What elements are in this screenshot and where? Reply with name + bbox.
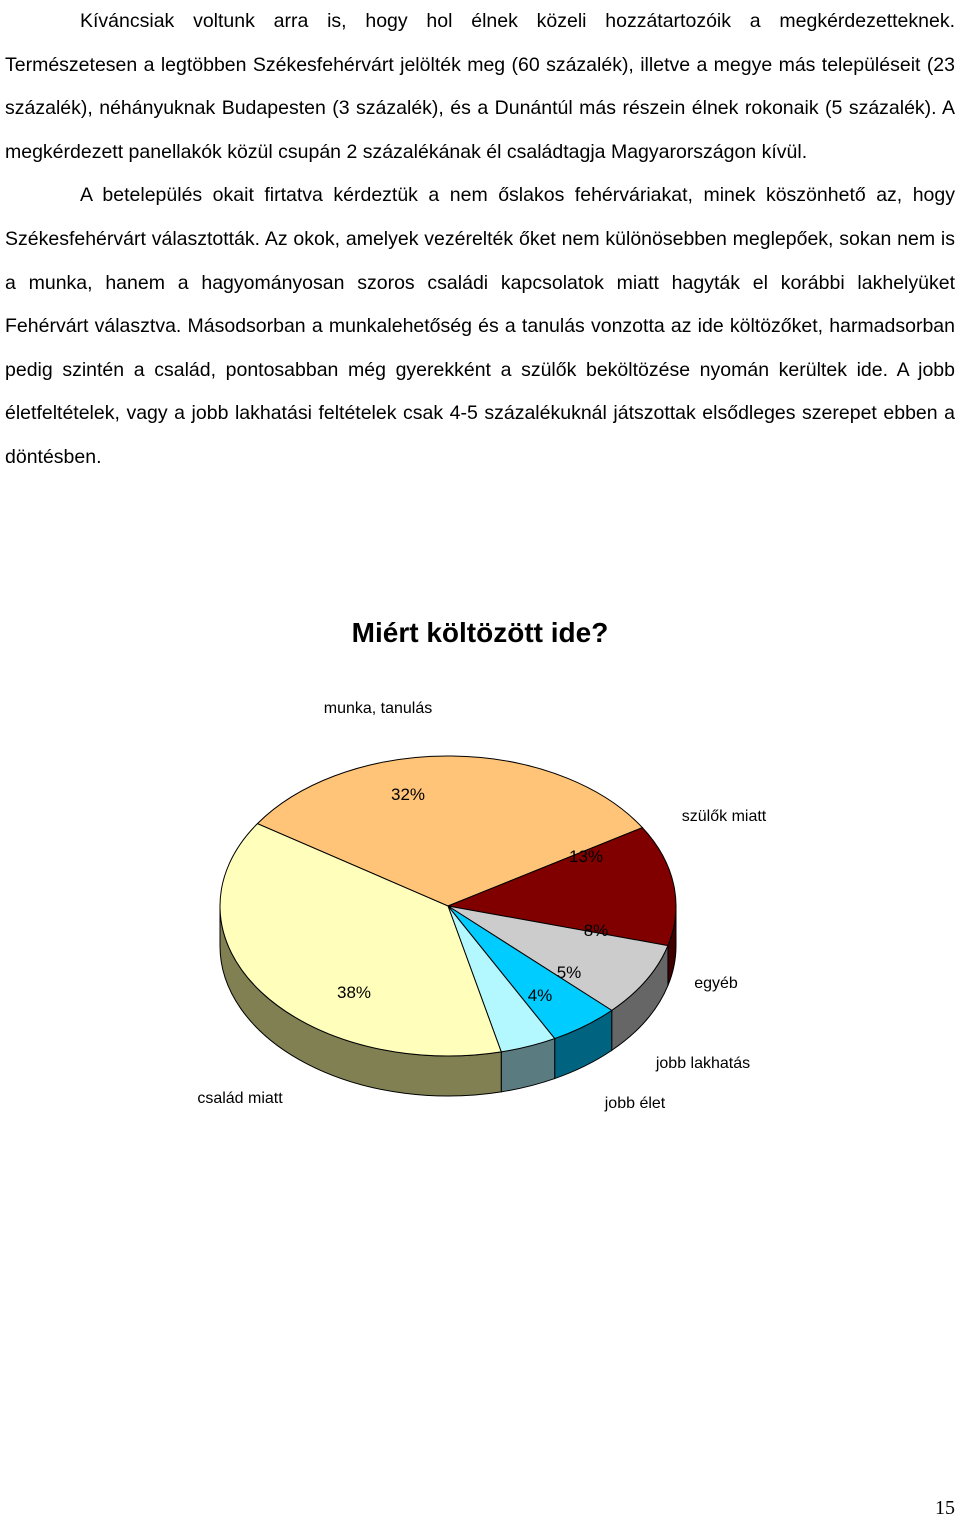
- value-label-munka-tanulas: 32%: [390, 785, 426, 804]
- page-number: 15: [935, 1497, 955, 1519]
- category-label-egyeb: egyéb: [694, 975, 738, 992]
- pie-slices: [220, 756, 676, 1056]
- value-label-szulok-miatt: 13%: [568, 847, 604, 866]
- chart-title: Miért költözött ide?: [351, 617, 609, 648]
- paragraph-1: Kíváncsiak voltunk arra is, hogy hol élnek közeli hozzátartozóik a megkérdezetteknek. Természetesen a legtöbben Székesfehérvárt jelölték meg (60 százalék), illetve a megye más településeit (23 százalék), néhányuknak Budapesten (3 százalék), és a Dunántúl más részein élnek rokonaik (5 százalék). A megkérdezett panellakók közül csupán 2 százalékának él családtagja Magyarországon kívül.: [5, 10, 955, 163]
- category-label-jobb-lakhatas: jobb lakhatás: [655, 1055, 751, 1072]
- category-label-szulok-miatt: szülők miatt: [681, 808, 767, 825]
- value-label-csalad-miatt: 38%: [336, 983, 372, 1002]
- paragraph-2: A betelepülés okait firtatva kérdeztük a nem őslakos fehérváriakat, minek köszönhető az, hogy Székesfehérvárt választották. Az okok, amelyek vezérelték őket nem különösebben meglepőek, sokan nem is a munka, hanem a hagyományosan szoros családi kapcsolatok miatt hagyták el korábbi lakhelyüket Fehérvárt választva. Másodsorban a munkalehetőség és a tanulás vonzotta az ide költözőket, harmadsorban pedig szintén a család, pontosabban még gyerekként a szülők beköltözése nyomán kerültek ide. A jobb életfeltételek, vagy a jobb lakhatási feltételek csak 4-5 százalékuknál játszottak elsődleges szerepet ebben a döntésben.: [5, 184, 955, 468]
- category-label-jobb-elet: jobb élet: [604, 1095, 666, 1112]
- category-label-csalad-miatt: család miatt: [197, 1090, 283, 1107]
- value-label-jobb-lakhatas: 5%: [556, 963, 582, 982]
- value-label-jobb-elet: 4%: [527, 986, 553, 1005]
- value-label-egyeb: 8%: [583, 921, 609, 940]
- category-label-munka-tanulas: munka, tanulás: [323, 700, 433, 717]
